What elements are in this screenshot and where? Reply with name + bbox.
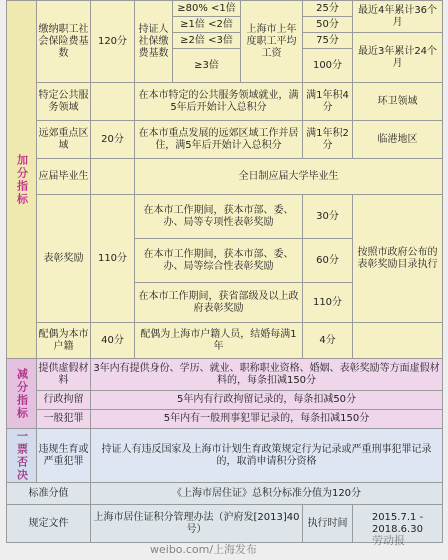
public-service-area: 环卫领域 bbox=[353, 83, 443, 121]
social-ratio-label: 持证人社保缴费基数 bbox=[135, 1, 173, 83]
social-item: 缴纳职工社会保险费基数 bbox=[37, 1, 91, 83]
remote-desc: 在本市重点发展的远郊区域工作并居住，满5年后开始计入总积分 bbox=[135, 121, 303, 159]
standard-value: 《上海市居住证》总积分标准分值为120分 bbox=[91, 483, 443, 505]
social-period: 最近3年累计24个月 bbox=[353, 33, 443, 83]
deduct-category: 减分指标 bbox=[7, 359, 37, 429]
deduct-desc: 5年内有行政拘留记录的，每条扣减50分 bbox=[91, 391, 443, 410]
award-points: 30分 bbox=[303, 195, 353, 239]
remote-score: 20分 bbox=[91, 121, 135, 159]
deduct-item: 一般犯罪 bbox=[37, 410, 91, 429]
regulation-label: 规定文件 bbox=[7, 505, 91, 543]
points-table bbox=[6, 0, 443, 543]
public-service-period: 满1年积4分 bbox=[303, 83, 353, 121]
social-range: ≥2倍 <3倍 bbox=[173, 33, 241, 49]
exec-value: 2015.7.1 - 2018.6.30 bbox=[353, 505, 443, 543]
public-service-item: 特定公共服务领域 bbox=[37, 83, 91, 121]
award-points: 110分 bbox=[303, 283, 353, 323]
public-service-desc: 在本市特定的公共服务领域就业，满5年后开始计入总积分 bbox=[135, 83, 303, 121]
social-points: 25分 bbox=[303, 1, 353, 17]
remote-area: 临港地区 bbox=[353, 121, 443, 159]
veto-category: 一票否决 bbox=[7, 429, 37, 483]
award-desc: 在本市工作期间，获本市部、委、办、局等专项性表彰奖励 bbox=[135, 195, 303, 239]
social-period: 最近4年累计36个月 bbox=[353, 1, 443, 33]
remote-period: 满1年积2分 bbox=[303, 121, 353, 159]
award-note: 按照市政府公布的表彰奖励目录执行 bbox=[353, 195, 443, 323]
deduct-item: 提供虚假材料 bbox=[37, 359, 91, 391]
spouse-points: 4分 bbox=[303, 323, 353, 359]
graduate-desc: 全日制应届大学毕业生 bbox=[135, 159, 443, 195]
social-range: ≥1倍 <2倍 bbox=[173, 17, 241, 33]
spouse-item: 配偶为本市户籍 bbox=[37, 323, 91, 359]
spouse-desc: 配偶为上海市户籍人员，结婚每满1年 bbox=[135, 323, 303, 359]
wechat-watermark: 劳动报 bbox=[372, 534, 405, 547]
spouse-score: 40分 bbox=[91, 323, 135, 359]
veto-desc: 持证人有违反国家及上海市计划生育政策规定行为记录或严重刑事犯罪记录的，取消申请积分资格 bbox=[91, 429, 443, 483]
exec-label: 执行时间 bbox=[303, 505, 353, 543]
social-score: 120分 bbox=[91, 1, 135, 83]
veto-item: 违规生育或严重犯罪 bbox=[37, 429, 91, 483]
standard-label: 标准分值 bbox=[7, 483, 91, 505]
social-range: ≥3倍 bbox=[173, 49, 241, 83]
weibo-watermark: weibo.com/上海发布 bbox=[150, 543, 258, 556]
social-points: 75分 bbox=[303, 33, 353, 49]
deduct-desc: 5年内有一般刑事犯罪记录的，每条扣减150分 bbox=[91, 410, 443, 429]
award-item: 表彰奖励 bbox=[37, 195, 91, 323]
award-score: 110分 bbox=[91, 195, 135, 323]
social-range: ≥80% <1倍 bbox=[173, 1, 241, 17]
award-desc: 在本市工作期间，获本市部、委、办、局等综合性表彰奖励 bbox=[135, 239, 303, 283]
social-reference: 上海市上年度职工平均工资 bbox=[241, 1, 303, 83]
regulation-title: 上海市居住证积分管理办法（沪府发[2013]40号） bbox=[91, 505, 303, 543]
deduct-desc: 3年内有提供身份、学历、就业、职称职业资格、婚姻、表彰奖励等方面虚假材料的，每条扣减150分 bbox=[91, 359, 443, 391]
social-points: 50分 bbox=[303, 17, 353, 33]
award-desc: 在本市工作期间，获省部级及以上政府表彰奖励 bbox=[135, 283, 303, 323]
remote-item: 远郊重点区域 bbox=[37, 121, 91, 159]
graduate-item: 应届毕业生 bbox=[37, 159, 91, 195]
award-points: 60分 bbox=[303, 239, 353, 283]
deduct-item: 行政拘留 bbox=[37, 391, 91, 410]
social-points: 100分 bbox=[303, 49, 353, 83]
add-category: 加分指标 bbox=[7, 1, 37, 359]
